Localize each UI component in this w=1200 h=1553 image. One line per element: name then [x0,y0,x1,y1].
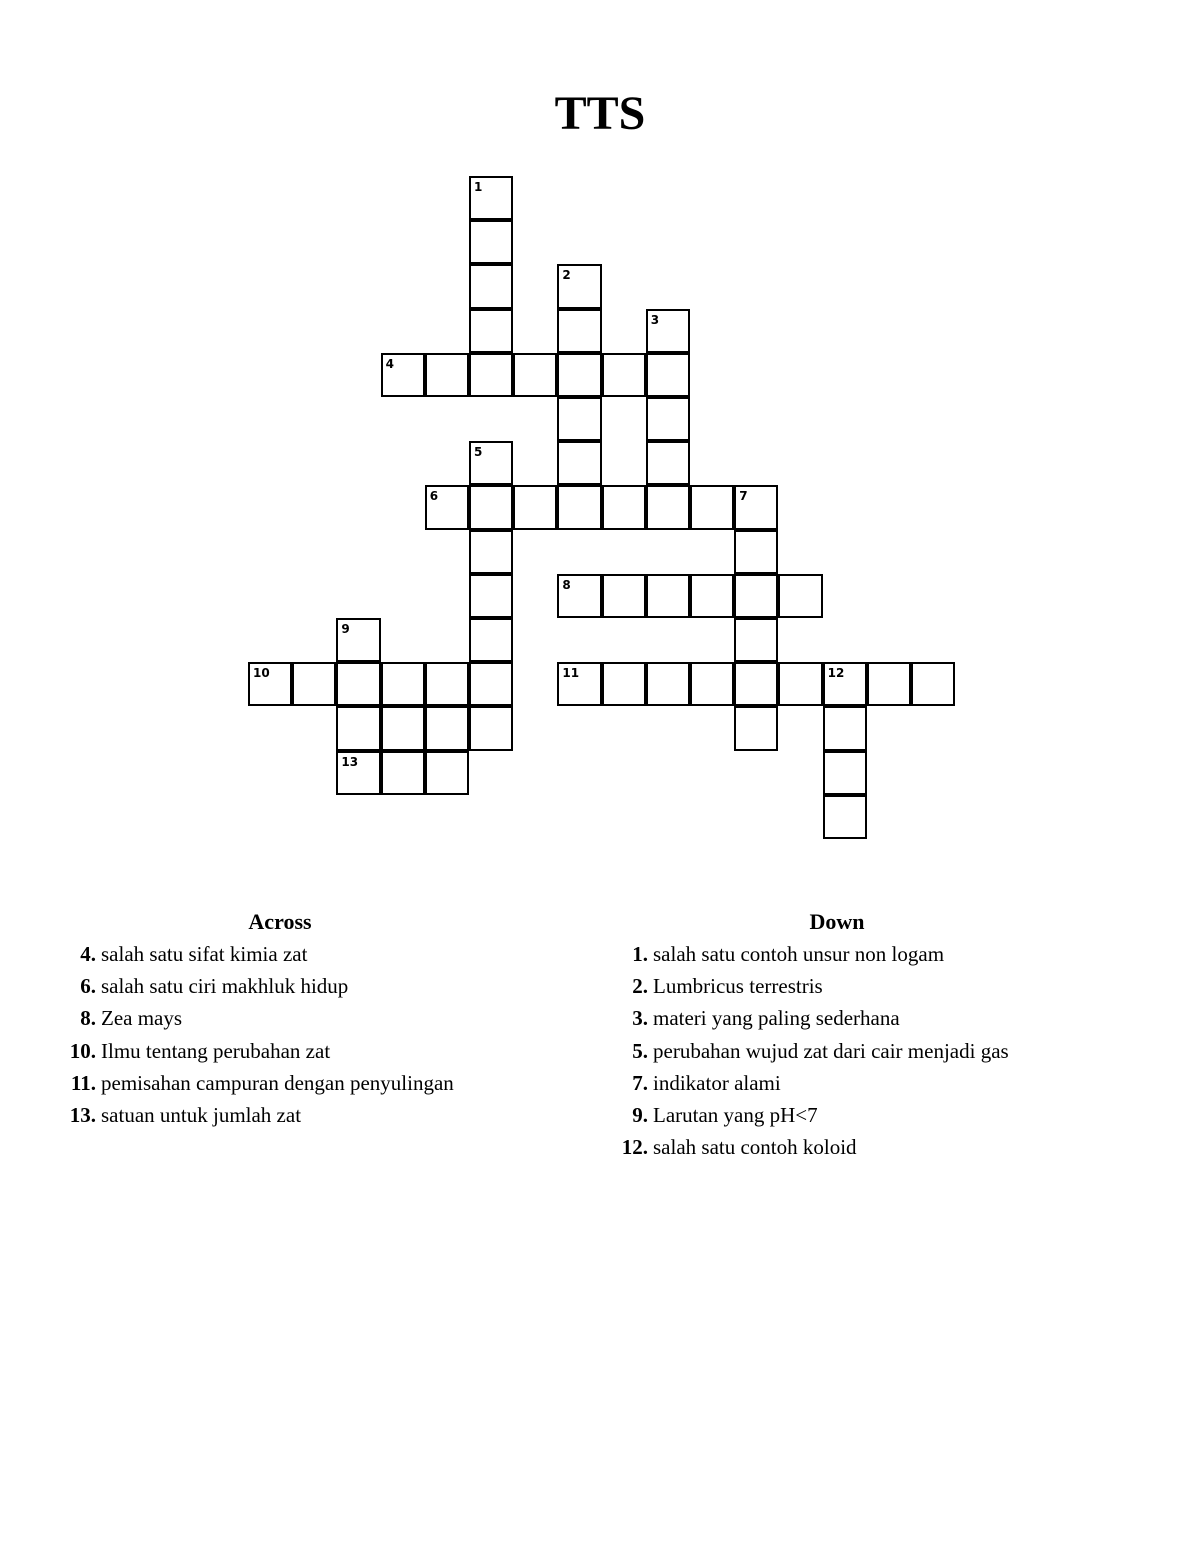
clue-down-2 [612,970,1132,1002]
across-heading: Across [248,909,312,934]
crossword-cell[interactable] [646,662,690,706]
crossword-cell[interactable] [557,441,601,485]
clue-number: 12. [621,1135,648,1160]
crossword-cell[interactable] [778,662,822,706]
clue-down-7 [612,1067,1132,1099]
crossword-cell[interactable] [557,574,601,618]
clue-across-11 [60,1067,530,1099]
clue-text: Lumbricus terrestris [653,974,823,999]
cell-number: 7 [739,489,748,504]
crossword-cell[interactable] [336,751,380,795]
crossword-cell[interactable] [336,706,380,750]
crossword-cell[interactable] [557,353,601,397]
crossword-cell[interactable] [823,662,867,706]
crossword-cell[interactable] [557,485,601,529]
clue-text: materi yang paling sederhana [653,1006,900,1031]
crossword-cell[interactable] [469,706,513,750]
crossword-cell[interactable] [248,662,292,706]
clue-text: indikator alami [653,1070,781,1095]
crossword-cell[interactable] [469,662,513,706]
cell-number: 10 [253,666,270,681]
crossword-cell[interactable] [469,176,513,220]
clue-number: 11. [70,1070,96,1095]
crossword-cell[interactable] [823,751,867,795]
crossword-cell[interactable] [336,662,380,706]
crossword-cell[interactable] [513,485,557,529]
crossword-cell[interactable] [425,706,469,750]
cell-number: 5 [474,445,483,460]
cell-number: 3 [650,312,660,327]
clue-number: 6. [80,974,96,999]
cell-number: 1 [474,180,483,194]
clue-across-8 [60,1002,530,1034]
clue-down-3 [612,1002,1132,1034]
crossword-cell[interactable] [734,618,778,662]
crossword-cell[interactable] [469,309,513,353]
crossword-cell[interactable] [381,353,425,397]
crossword-cell[interactable] [646,574,690,618]
crossword-cell[interactable] [336,618,380,662]
crossword-cell[interactable] [646,485,690,529]
crossword-cell[interactable] [469,574,513,618]
clue-number: 2. [632,974,648,999]
clue-text: satuan untuk jumlah zat [101,1103,302,1128]
clue-across-6 [60,970,530,1002]
crossword-cell[interactable] [867,662,911,706]
crossword-cell[interactable] [823,795,867,839]
crossword-cell[interactable] [646,309,690,353]
clue-text: salah satu ciri makhluk hidup [101,974,349,999]
cell-number: 4 [385,356,394,371]
crossword-cell[interactable] [646,353,690,397]
clue-across-13 [60,1099,530,1131]
crossword-cell[interactable] [690,574,734,618]
clue-number: 10. [69,1038,96,1063]
crossword-cell[interactable] [557,309,601,353]
crossword-cell[interactable] [690,485,734,529]
cell-number: 13 [341,754,359,769]
down-heading: Down [809,909,865,934]
crossword-cell[interactable] [292,662,336,706]
crossword-cell[interactable] [911,662,955,706]
crossword-cell[interactable] [425,485,469,529]
clue-number: 9. [632,1103,648,1128]
crossword-cell[interactable] [602,574,646,618]
crossword-cell[interactable] [513,353,557,397]
clue-number: 3. [632,1006,648,1031]
across-clues [60,906,530,1131]
crossword-cell[interactable] [469,618,513,662]
cell-number: 8 [562,577,571,592]
crossword-cell[interactable] [734,485,778,529]
crossword-cell[interactable] [469,485,513,529]
crossword-cell[interactable] [602,353,646,397]
crossword-cell[interactable] [734,530,778,574]
crossword-cell[interactable] [778,574,822,618]
clue-across-4 [60,938,530,970]
crossword-cell[interactable] [602,662,646,706]
crossword-cell[interactable] [469,530,513,574]
clue-across-10 [60,1035,530,1067]
crossword-cell[interactable] [646,441,690,485]
crossword-cell[interactable] [469,220,513,264]
crossword-cell[interactable] [734,706,778,750]
clue-number: 13. [69,1103,96,1128]
clue-down-9 [612,1099,1132,1131]
clue-text: Larutan yang pH<7 [653,1103,818,1128]
cell-number: 2 [562,268,571,283]
down-clues [612,906,1132,1163]
clue-text: Ilmu tentang perubahan zat [101,1038,331,1063]
clue-number: 8. [80,1006,96,1031]
clue-down-5 [612,1035,1132,1067]
crossword-cell[interactable] [557,662,601,706]
crossword-cell[interactable] [469,441,513,485]
clue-number: 5. [632,1038,648,1063]
clue-text: Zea mays [101,1006,183,1031]
crossword-cell[interactable] [425,751,469,795]
crossword-cell[interactable] [690,662,734,706]
crossword-cell[interactable] [381,662,425,706]
crossword-cell[interactable] [425,353,469,397]
crossword-cell[interactable] [469,264,513,308]
crossword-cell[interactable] [469,353,513,397]
clue-text: salah satu contoh unsur non logam [653,942,945,966]
clue-text: perubahan wujud zat dari cair menjadi gas [653,1038,1009,1063]
crossword-cell[interactable] [425,662,469,706]
crossword-cell[interactable] [381,751,425,795]
crossword-cell[interactable] [734,662,778,706]
clue-text: salah satu sifat kimia zat [101,942,308,966]
page-title: TTS [554,87,646,140]
crossword-cell[interactable] [557,397,601,441]
clue-down-12 [612,1131,1132,1163]
crossword-cell[interactable] [646,397,690,441]
crossword-cell[interactable] [823,706,867,750]
crossword-cell[interactable] [381,706,425,750]
clue-number: 7. [632,1070,648,1095]
clue-down-1 [612,938,1132,970]
clue-text: pemisahan campuran dengan penyulingan [101,1070,454,1095]
crossword-cell[interactable] [602,485,646,529]
clue-number: 4. [80,942,96,966]
cell-number: 11 [562,666,580,681]
clue-number: 1. [632,942,648,966]
cell-number: 12 [827,666,845,681]
cell-number: 9 [341,622,350,636]
cell-number: 6 [429,489,439,504]
crossword-cell[interactable] [734,574,778,618]
crossword-cell[interactable] [557,264,601,308]
clue-text: salah satu contoh koloid [653,1135,857,1160]
